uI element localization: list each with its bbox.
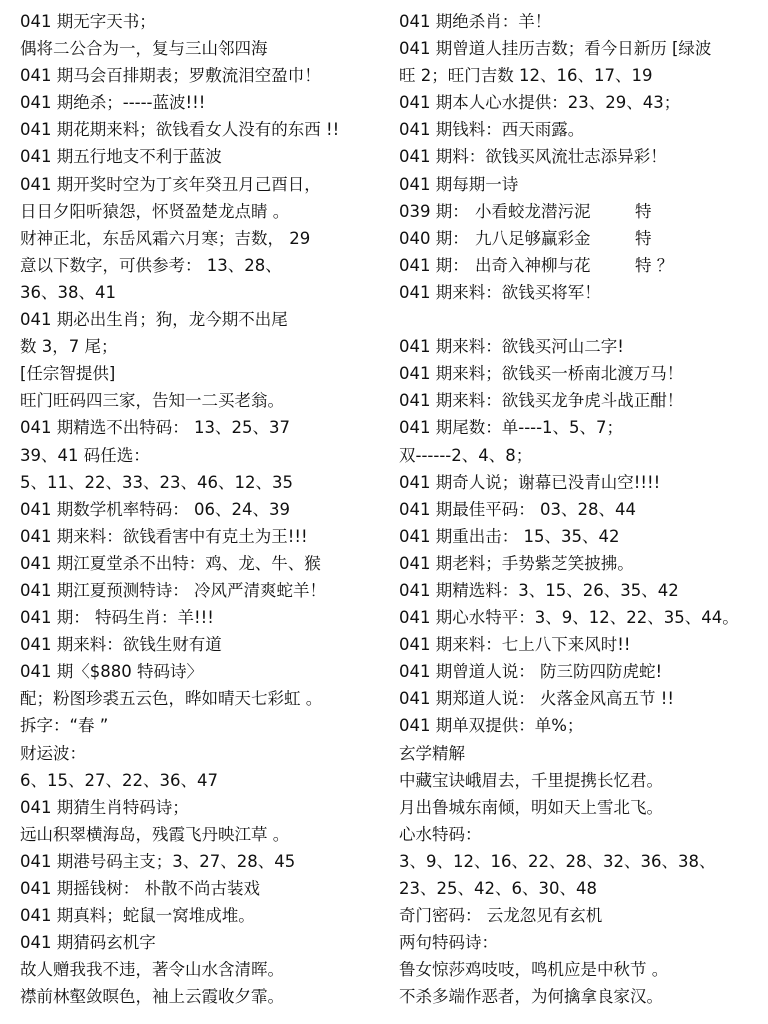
text-line: 041 期港号码主支；3、27、28、45 — [20, 851, 296, 871]
text-line: 041 期曾道人说： 防三防四防虎蛇! — [399, 662, 663, 682]
text-line: 041 期曾道人挂历吉数；看今日新历 [绿波 — [399, 39, 712, 59]
text-line: 旺门旺码四三家，告知一二买老翁。 — [20, 391, 284, 411]
text-line: 日日夕阳听猿怨，怀贤盈楚龙点睛 。 — [20, 201, 290, 221]
text-line: 旺 2；旺门吉数 12、16、17、19 — [399, 66, 653, 86]
text-line: 襟前林壑敛暝色，袖上云霞收夕霏。 — [20, 987, 284, 1007]
text-line: 041 期本人心水提供：23、29、43； — [399, 93, 681, 113]
poem-line — [399, 198, 764, 225]
text-line: 041 期： 特码生肖：羊!!! — [20, 608, 214, 628]
text-line: 月出鲁城东南倾，明如天上雪北飞。 — [399, 797, 663, 817]
text-line: 041 期来料；欲钱买一桥南北渡万马！ — [399, 364, 684, 384]
text-line: 041 期老料；手势紫芝笑披拂。 — [399, 553, 634, 573]
text-line: 041 期摇钱树： 朴散不尚古装戏 — [20, 879, 260, 898]
text-line: 财神正北，东岳风霜六月寒；吉数， 29 — [20, 228, 311, 248]
text-line: 041 期猜码玄机字 — [20, 933, 156, 953]
text-line: 041 期来料：七上八下来风时!! — [399, 635, 631, 655]
text-line: 041 期猜生肖特码诗； — [20, 797, 189, 817]
poem-verse: 小看蛟龙潜污泥 — [475, 201, 591, 221]
poem-issue-label: 041 期： — [399, 255, 469, 275]
text-line: 奇门密码： 云龙忽见有玄机 — [399, 906, 603, 926]
text-line: 23、25、42、6、30、48 — [399, 879, 597, 898]
text-line: 心水特码： — [399, 824, 482, 844]
text-line: 041 期无字天书； — [20, 12, 156, 31]
text-line: 远山积翠横海岛，残霞飞丹映江草 。 — [20, 824, 290, 844]
right-column-top — [399, 8, 764, 198]
text-line: 39、41 码任选： — [20, 445, 150, 465]
text-line: 财运波： — [20, 743, 86, 763]
text-line: 041 期来料：欲钱生财有道 — [20, 635, 222, 655]
text-line: 041 期单双提供：单%； — [399, 716, 584, 736]
poem-line — [399, 225, 764, 252]
text-line: 041 期每期一诗 — [399, 174, 519, 194]
poem-tag: 特 — [635, 201, 652, 221]
poem-tag: 特 — [635, 228, 652, 248]
text-line: 偶将二公合为一，复与三山邻四海 — [20, 39, 268, 59]
text-line: 鲁女惊莎鸡吱吱，鸣机应是中秋节 。 — [399, 960, 669, 980]
poem-tag: 特 ？ — [635, 255, 674, 275]
text-line: 中藏宝诀峨眉去，千里提携长忆君。 — [399, 770, 663, 790]
text-line: 041 期绝杀；-----蓝波!!! — [20, 93, 206, 113]
text-line: 041 期郑道人说： 火落金风高五节 !! — [399, 689, 674, 709]
text-line: 36、38、41 — [20, 282, 116, 302]
text-line: 数 3，7 尾； — [20, 337, 118, 357]
text-line: 5、11、22、33、23、46、12、35 — [20, 472, 293, 492]
text-line: 041 期真料；蛇鼠一窝堆成堆。 — [20, 906, 255, 926]
text-line: [任宗智提供] — [20, 364, 116, 384]
right-column — [399, 8, 764, 1010]
text-line: 041 期开奖时空为丁亥年癸丑月己酉日， — [20, 174, 321, 194]
text-line: 041 期来料：欲钱买龙争虎斗战正酣！ — [399, 391, 684, 411]
text-line: 配；粉图珍裘五云色，晔如晴天七彩虹 。 — [20, 689, 323, 709]
text-line: 不杀多端作恶者，为何擒拿良家汉。 — [399, 987, 663, 1007]
text-line: 041 期江夏预测特诗： 冷风严清爽蛇羊！ — [20, 580, 326, 600]
poem-block — [399, 198, 764, 279]
text-line: 拆字：“春 ” — [20, 716, 109, 736]
text-line: 041 期〈$880 特码诗〉 — [20, 662, 203, 682]
text-line: 041 期重出击： 15、35、42 — [399, 526, 620, 546]
text-line: 041 期马会百排期表；罗敷流泪空盈巾！ — [20, 66, 321, 86]
text-line: 041 期最佳平码： 03、28、44 — [399, 499, 636, 519]
text-line: 041 期钱料：西天雨露。 — [399, 120, 585, 140]
poem-verse: 九八足够赢彩金 — [475, 228, 591, 248]
text-line: 两句特码诗： — [399, 933, 498, 953]
text-line: 玄学精解 — [399, 743, 465, 763]
poem-verse: 出奇入神柳与花 — [475, 255, 591, 275]
text-line: 041 期料：欲钱买风流壮志添异彩！ — [399, 147, 667, 167]
text-line: 3、9、12、16、22、28、32、36、38、 — [399, 851, 716, 871]
text-line: 041 期五行地支不利于蓝波 — [20, 147, 222, 167]
blank-line — [399, 306, 764, 333]
text-line: 041 期绝杀肖：羊！ — [399, 12, 552, 31]
text-line: 041 期来料：欲钱看害中有克土为王!!! — [20, 526, 308, 546]
poem-issue-label: 039 期： — [399, 201, 469, 221]
text-line: 041 期精选料：3、15、26、35、42 — [399, 580, 679, 600]
text-line: 041 期数学机率特码： 06、24、39 — [20, 499, 290, 519]
text-line: 041 期精选不出特码： 13、25、37 — [20, 418, 290, 438]
text-line: 041 期尾数：单----1、5、7； — [399, 418, 624, 438]
text-line: 041 期花期来料；欲钱看女人没有的东西 !! — [20, 120, 340, 140]
poem-issue-label: 040 期： — [399, 228, 469, 248]
text-line: 041 期来料：欲钱买河山二字! — [399, 337, 624, 357]
text-line: 故人赠我我不违，著令山水含清晖。 — [20, 960, 284, 980]
text-line: 6、15、27、22、36、47 — [20, 770, 218, 790]
poem-line — [399, 252, 764, 279]
text-line: 041 期奇人说；谢幕已没青山空!!!! — [399, 472, 661, 492]
right-column-bottom — [399, 333, 764, 1010]
text-line: 041 期来料：欲钱买将军！ — [399, 282, 601, 302]
text-line: 041 期必出生肖；狗，龙今期不出尾 — [20, 310, 288, 330]
right-column-mid — [399, 279, 764, 306]
text-line: 意以下数字，可供参考： 13、28、 — [20, 255, 282, 275]
text-line: 双------2、4、8； — [399, 445, 533, 465]
left-column — [20, 8, 390, 1010]
text-line: 041 期江夏堂杀不出特：鸡、龙、牛、猴 — [20, 553, 321, 573]
text-line: 041 期心水特平：3、9、12、22、35、44。 — [399, 608, 739, 628]
